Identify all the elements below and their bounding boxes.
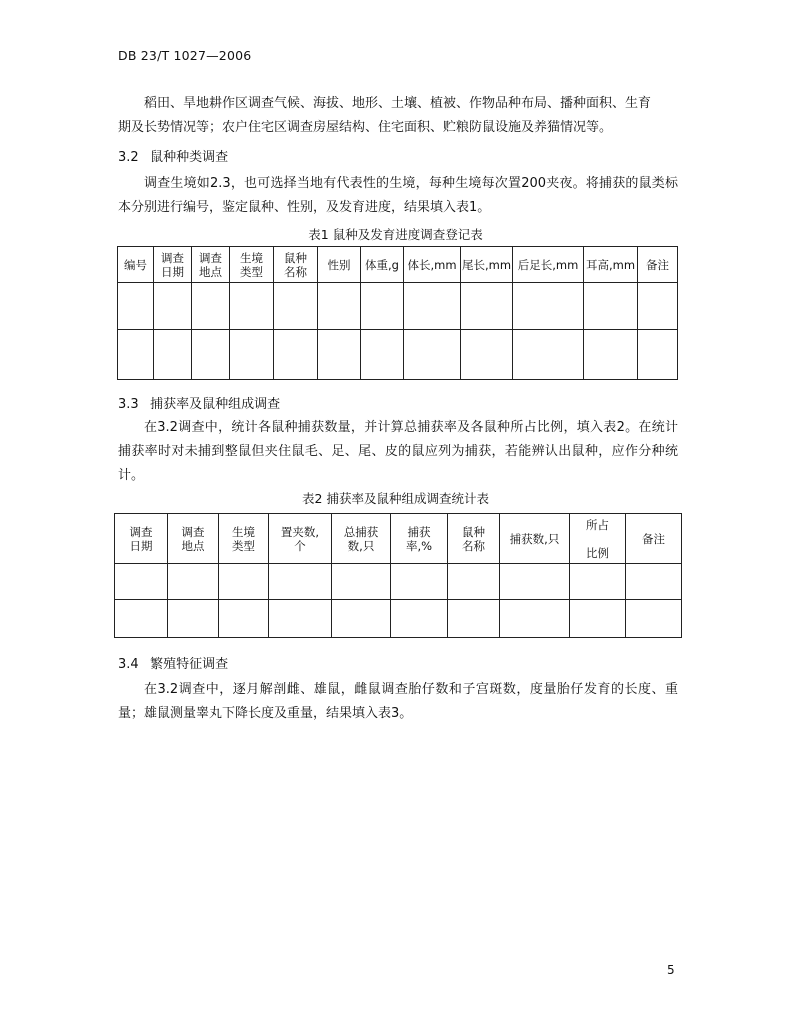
section-heading-3-2 <box>118 146 228 165</box>
table-header-cell: 总捕获 数,只 <box>332 514 391 564</box>
section-title: 鼠种种类调查 <box>150 150 229 165</box>
paragraph-reproduction: 在3.2调查中，逐月解剖雌、雄鼠，雌鼠调查胎仔数和子宫斑数，度量胎仔发育的长度、重量；雄鼠测量睾丸下降长度及重量，结果填入表3。 <box>118 682 678 721</box>
document-id: DB 23/T 1027—2006 <box>118 48 252 63</box>
table-header-cell: 调查 日期 <box>115 514 168 564</box>
paragraph-line: 期及长势情况等；农户住宅区调查房屋结构、住宅面积、贮粮防鼠设施及养猫情况等。 <box>118 120 613 135</box>
table1-species-registration <box>117 246 678 380</box>
table-header-cell: 捕获 率,% <box>391 514 448 564</box>
section-number: 3.3 <box>118 397 139 412</box>
table-header-cell: 性别 <box>318 247 361 283</box>
table-row <box>115 564 682 600</box>
paragraph-survey-items <box>118 92 678 140</box>
table-header-cell: 调查 地点 <box>192 247 230 283</box>
table-header-cell: 鼠种 名称 <box>448 514 500 564</box>
table-header-cell: 备注 <box>626 514 682 564</box>
table-row <box>118 283 678 330</box>
table-header-cell: 捕获数,只 <box>500 514 570 564</box>
section-heading-3-4 <box>118 653 228 672</box>
table2-caption: 表2 捕获率及鼠种组成调查统计表 <box>302 491 489 506</box>
section-number: 3.2 <box>118 150 139 165</box>
table-header-cell: 备注 <box>638 247 678 283</box>
table2-capture-statistics <box>114 513 682 638</box>
table-header-cell: 编号 <box>118 247 154 283</box>
table-header-cell: 调查 日期 <box>154 247 192 283</box>
paragraph-line: 稻田、旱地耕作区调查气候、海拔、地形、土壤、植被、作物品种布局、播种面积、生育 <box>144 96 652 111</box>
table-header-cell: 耳高,mm <box>584 247 638 283</box>
page-number: 5 <box>667 963 675 977</box>
paragraph-species-survey: 调查生境如2.3，也可选择当地有代表性的生境，每种生境每次置200夹夜。将捕获的鼠类标本分别进行编号，鉴定鼠种、性别，及发育进度，结果填入表1。 <box>118 176 678 215</box>
paragraph-capture-rate: 在3.2调查中，统计各鼠种捕获数量，并计算总捕获率及各鼠种所占比例，填入表2。在统计捕获率时对未捕到整鼠但夹住鼠毛、足、尾、皮的鼠应列为捕获，若能辨认出鼠种，应作分种统计。 <box>118 420 678 483</box>
table-header-cell: 鼠种 名称 <box>274 247 318 283</box>
table-header-cell: 调查 地点 <box>168 514 219 564</box>
section-title: 繁殖特征调查 <box>150 657 229 672</box>
table-header-cell: 体长,mm <box>404 247 461 283</box>
table-row <box>118 330 678 380</box>
section-heading-3-3 <box>118 393 280 412</box>
table-row <box>115 600 682 638</box>
table-header-cell: 生境 类型 <box>219 514 269 564</box>
table-header-cell: 后足长,mm <box>513 247 584 283</box>
table-header-cell: 尾长,mm <box>461 247 513 283</box>
table-header-cell: 置夹数, 个 <box>269 514 332 564</box>
table-header-cell: 生境 类型 <box>230 247 274 283</box>
table1-caption: 表1 鼠种及发育进度调查登记表 <box>308 227 483 242</box>
table-header-cell: 体重,g <box>361 247 404 283</box>
section-title: 捕获率及鼠种组成调查 <box>150 397 281 412</box>
section-number: 3.4 <box>118 657 139 672</box>
table-header-cell: 所占 比例 <box>570 514 626 564</box>
